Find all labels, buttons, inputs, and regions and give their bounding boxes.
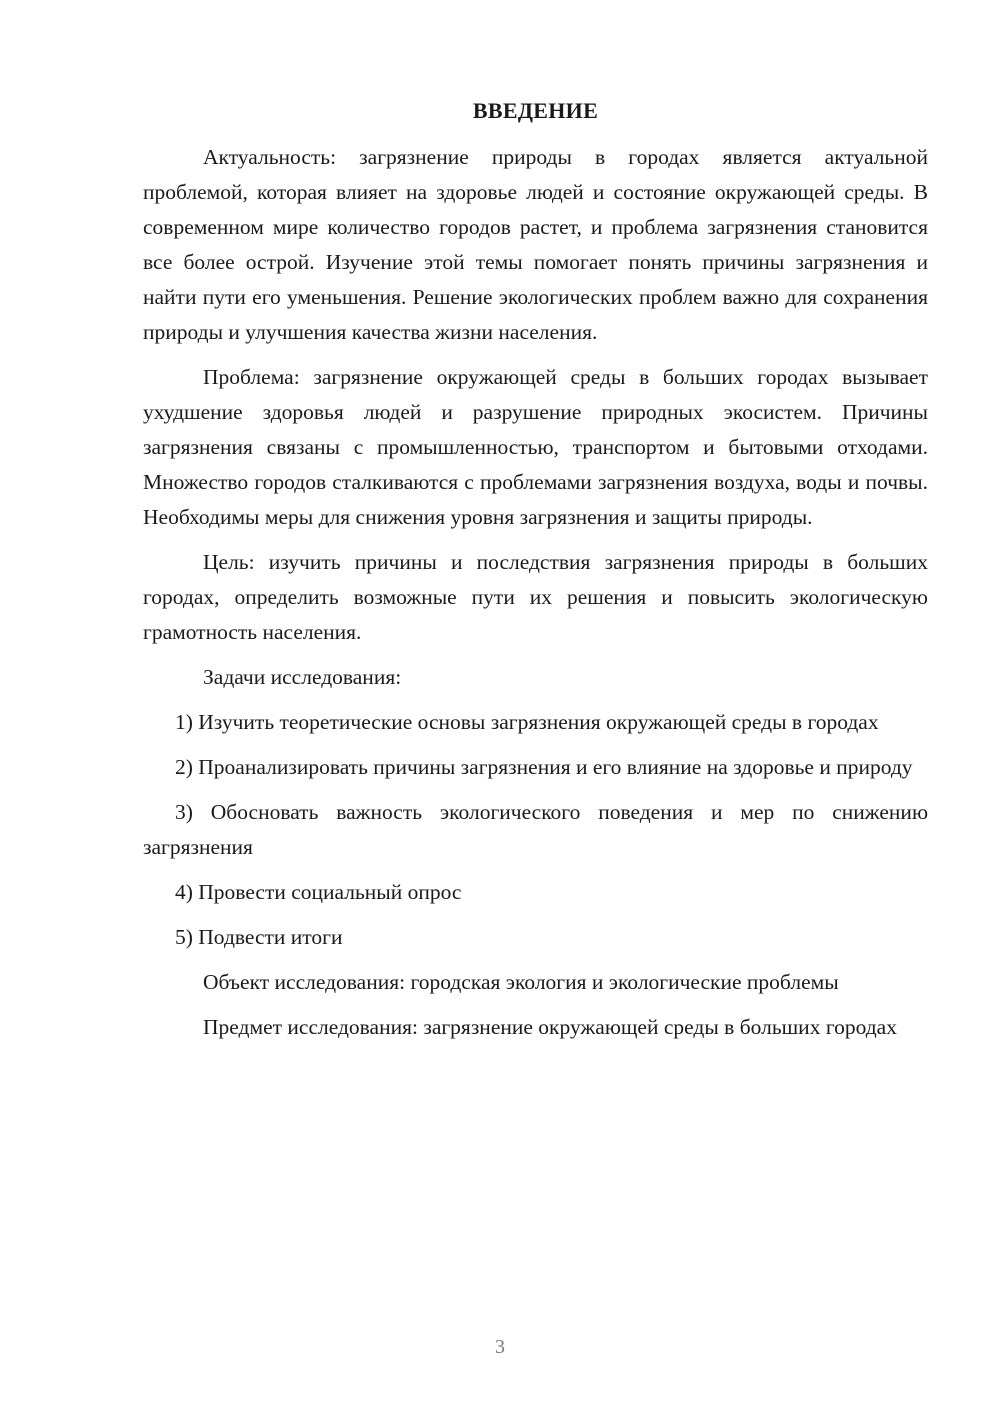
page-number: 3 bbox=[495, 1336, 505, 1358]
task-item-4: 4) Провести социальный опрос bbox=[175, 880, 462, 904]
page-content bbox=[143, 96, 928, 1055]
task-item-3: 3) Обосновать важность экологического поведения и мер по снижению загрязнения bbox=[143, 800, 928, 859]
task-item-5: 5) Подвести итоги bbox=[175, 925, 343, 949]
task-item-2: 2) Проанализировать причины загрязнения и его влияние на здоровье и природу bbox=[175, 755, 913, 779]
paragraph-tasks-heading: Задачи исследования: bbox=[203, 665, 402, 689]
section-title: ВВЕДЕНИЕ bbox=[472, 98, 599, 123]
paragraph-subject: Предмет исследования: загрязнение окружающей среды в больших городах bbox=[203, 1015, 897, 1039]
paragraph-relevance: Актуальность: загрязнение природы в городах является актуальной проблемой, которая влияет на здоровье людей и состояние окружающей среды. В современном мире количество городов растет, и проблема загрязнения становится все более острой. Изучение этой темы помогает понять причины загрязнения и найти пути его уменьшения. Решение экологических проблем важно для сохранения природы и улучшения качества жизни населения. bbox=[143, 145, 928, 344]
paragraph-object: Объект исследования: городская экология и экологические проблемы bbox=[203, 970, 839, 994]
paragraph-goal: Цель: изучить причины и последствия загрязнения природы в больших городах, определить возможные пути их решения и повысить экологическую грамотность населения. bbox=[143, 550, 928, 644]
paragraph-problem: Проблема: загрязнение окружающей среды в больших городах вызывает ухудшение здоровья людей и разрушение природных экосистем. Причины загрязнения связаны с промышленностью, транспортом и бытовыми отходами. Множество городов сталкиваются с проблемами загрязнения воздуха, воды и почвы. Необходимы меры для снижения уровня загрязнения и защиты природы. bbox=[143, 365, 928, 529]
task-item-1: 1) Изучить теоретические основы загрязнения окружающей среды в городах bbox=[175, 710, 879, 734]
